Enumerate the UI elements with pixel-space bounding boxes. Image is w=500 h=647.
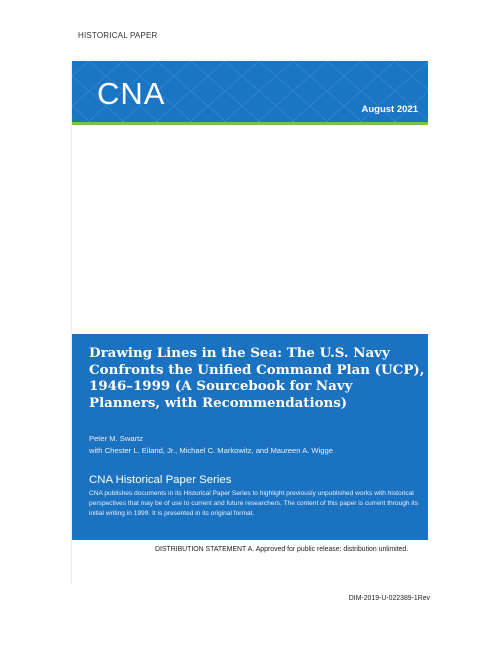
co-authors: with Chester L. Eiland, Jr., Michael C. Markowitz, and Maureen A. Wigge xyxy=(89,446,333,455)
publication-date: August 2021 xyxy=(361,104,418,115)
banner-accent-bar xyxy=(72,122,428,125)
series-title: CNA Historical Paper Series xyxy=(89,474,232,486)
series-description: CNA publishes documents in its Historical Paper Series to highlight previously unpublished works with historical perspectives that may be of use to current and future researchers. The content of this paper is current through its initial writing in 1999. It is presented in its original format. xyxy=(89,490,419,517)
document-id: DIM-2019-U-022389-1Rev xyxy=(348,595,430,602)
cna-banner xyxy=(72,61,428,122)
title-panel xyxy=(72,334,428,540)
primary-author: Peter M. Swartz xyxy=(89,434,144,443)
cna-logo: CNA xyxy=(97,76,166,111)
paper-title: Drawing Lines in the Sea: The U.S. Navy Confronts the Unified Command Plan (UCP), 1946–1999 (A Sourcebook for Navy Planners, with Recommendations) xyxy=(89,345,425,411)
distribution-statement: DISTRIBUTION STATEMENT A. Approved for public release: distribution unlimited. xyxy=(155,546,409,553)
author-block xyxy=(89,433,419,457)
document-type-label: HISTORICAL PAPER xyxy=(78,31,158,40)
